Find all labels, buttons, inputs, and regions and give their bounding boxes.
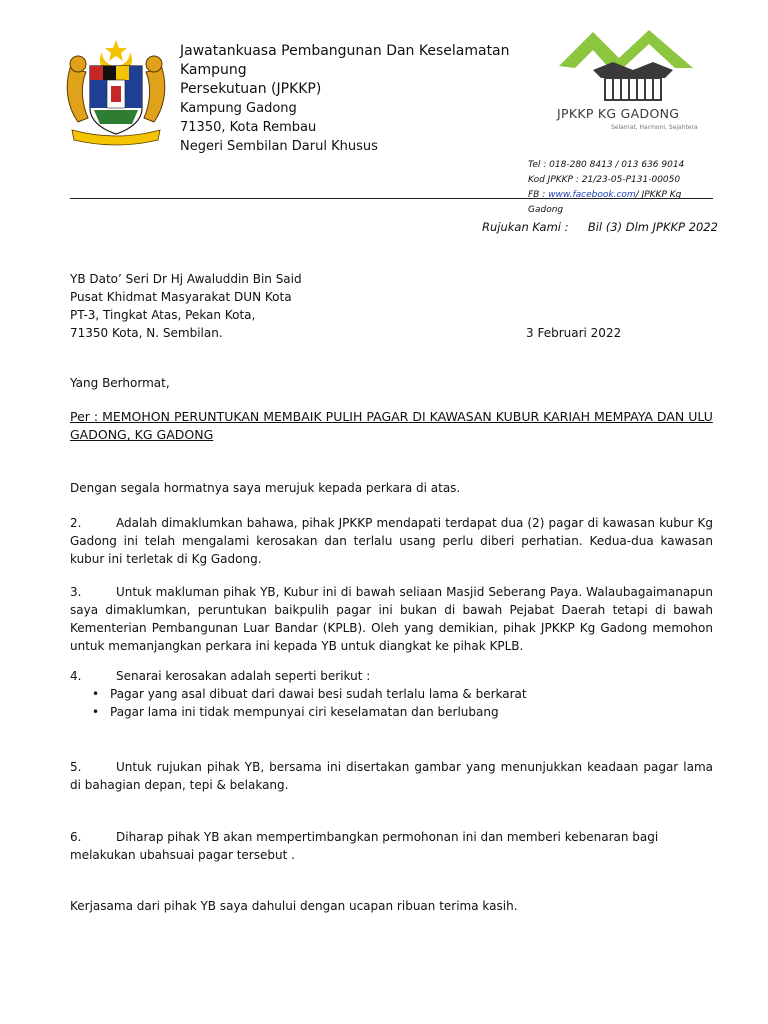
damage-item: • Pagar lama ini tidak mempunyai ciri keselamatan dan berlubang: [88, 703, 713, 721]
logo-tagline: Selamat, Harmoni, Sejahtera: [611, 124, 698, 131]
subject-block: [70, 408, 720, 444]
facebook-line: [528, 188, 718, 218]
reference-value: Bil (3) Dlm JPKKP 2022: [587, 220, 718, 234]
recipient-line3: PT-3, Tingkat Atas, Pekan Kota,: [70, 308, 256, 322]
paragraph-3-number: 3.: [70, 585, 82, 599]
recipient-name: YB Dato’ Seri Dr Hj Awaluddin Bin Said: [70, 272, 302, 286]
damage-item: • Pagar yang asal dibuat dari dawai besi sudah terlalu lama & berkarat: [88, 685, 713, 703]
recipient-block: [70, 270, 470, 342]
paragraph-6-line2: melakukan ubahsuai pagar tersebut .: [70, 848, 295, 862]
paragraph-4-number: 4.: [70, 669, 82, 683]
recipient-line4: 71350 Kota, N. Sembilan.: [70, 326, 223, 340]
letter-date: 3 Februari 2022: [526, 326, 622, 340]
org-name-line2: Persekutuan (JPKKP): [180, 81, 322, 97]
fb-label: FB :: [528, 190, 549, 200]
org-name-line1: Jawatankuasa Pembangunan Dan Keselamatan Kampung: [180, 43, 510, 78]
address-line1: Kampung Gadong: [180, 101, 297, 116]
closing-line: Kerjasama dari pihak YB saya dahului dengan ucapan ribuan terima kasih.: [70, 899, 518, 913]
fb-page: / JPKKP Kg Gadong: [528, 190, 682, 215]
facebook-link[interactable]: www.facebook.com: [548, 190, 636, 200]
subject-line1: Per : MEMOHON PERUNTUKAN MEMBAIK PULIH PAGAR DI KAWASAN KUBUR KARIAH MEMPAYA DAN ULU: [70, 409, 713, 424]
logo-name: JPKKP KG GADONG: [557, 106, 680, 121]
paragraph-2-text: Adalah dimaklumkan bahawa, pihak JPKKP mendapati terdapat dua (2) pagar di kawasan kubur Kg Gadong ini telah mengalami kerosakan dan terlalu usang perlu diberi perhatian. Kedua-dua kawasan kubur ini terletak di Kg Gadong.: [70, 516, 713, 566]
reference-line: [482, 220, 718, 234]
jpkkp-logo: [553, 22, 713, 144]
paragraph-4: [70, 667, 713, 721]
coat-of-arms-crest: [62, 38, 170, 146]
paragraph-2-number: 2.: [70, 516, 82, 530]
paragraph-3-text: Untuk makluman pihak YB, Kubur ini di bawah seliaan Masjid Seberang Paya. Walaubagaimanapun saya dimaklumkan, peruntukan baikpulih pagar ini bukan di bawah Pejabat Daerah tetapi di bawah Kementerian Pembangunan Luar Bandar (KPLB). Oleh yang demikian, pihak JPKKP Kg Gadong memohon untuk memanjangkan perkara ini kepada YB untuk diangkat ke pihak KPLB.: [70, 585, 713, 653]
address-line3: Negeri Sembilan Darul Khusus: [180, 139, 378, 154]
paragraph-2: [70, 514, 713, 568]
header-divider: [70, 198, 713, 199]
recipient-line2: Pusat Khidmat Masyarakat DUN Kota: [70, 290, 292, 304]
paragraph-5-number: 5.: [70, 760, 82, 774]
jpkkp-code: Kod JPKKP : 21/23-05-P131-00050: [528, 175, 681, 185]
intro-paragraph: Dengan segala hormatnya saya merujuk kepada perkara di atas.: [70, 481, 461, 495]
paragraph-5: [70, 758, 713, 794]
subject-line2: GADONG, KG GADONG: [70, 427, 214, 442]
paragraph-5-text: Untuk rujukan pihak YB, bersama ini disertakan gambar yang menunjukkan keadaan pagar lama di bahagian depan, tepi & belakang.: [70, 760, 713, 792]
reference-label: Rujukan Kami :: [482, 220, 569, 234]
paragraph-6: [70, 828, 713, 864]
salutation: Yang Berhormat,: [70, 376, 170, 390]
telephone: Tel : 018-280 8413 / 013 636 9014: [528, 160, 685, 170]
paragraph-6-number: 6.: [70, 830, 82, 844]
paragraph-6-line1: Diharap pihak YB akan mempertimbangkan permohonan ini dan memberi kebenaran bagi: [116, 830, 659, 844]
paragraph-4-text: Senarai kerosakan adalah seperti berikut :: [116, 669, 371, 683]
address-line2: 71350, Kota Rembau: [180, 120, 317, 135]
paragraph-3: [70, 583, 713, 655]
damage-list: [88, 685, 713, 721]
